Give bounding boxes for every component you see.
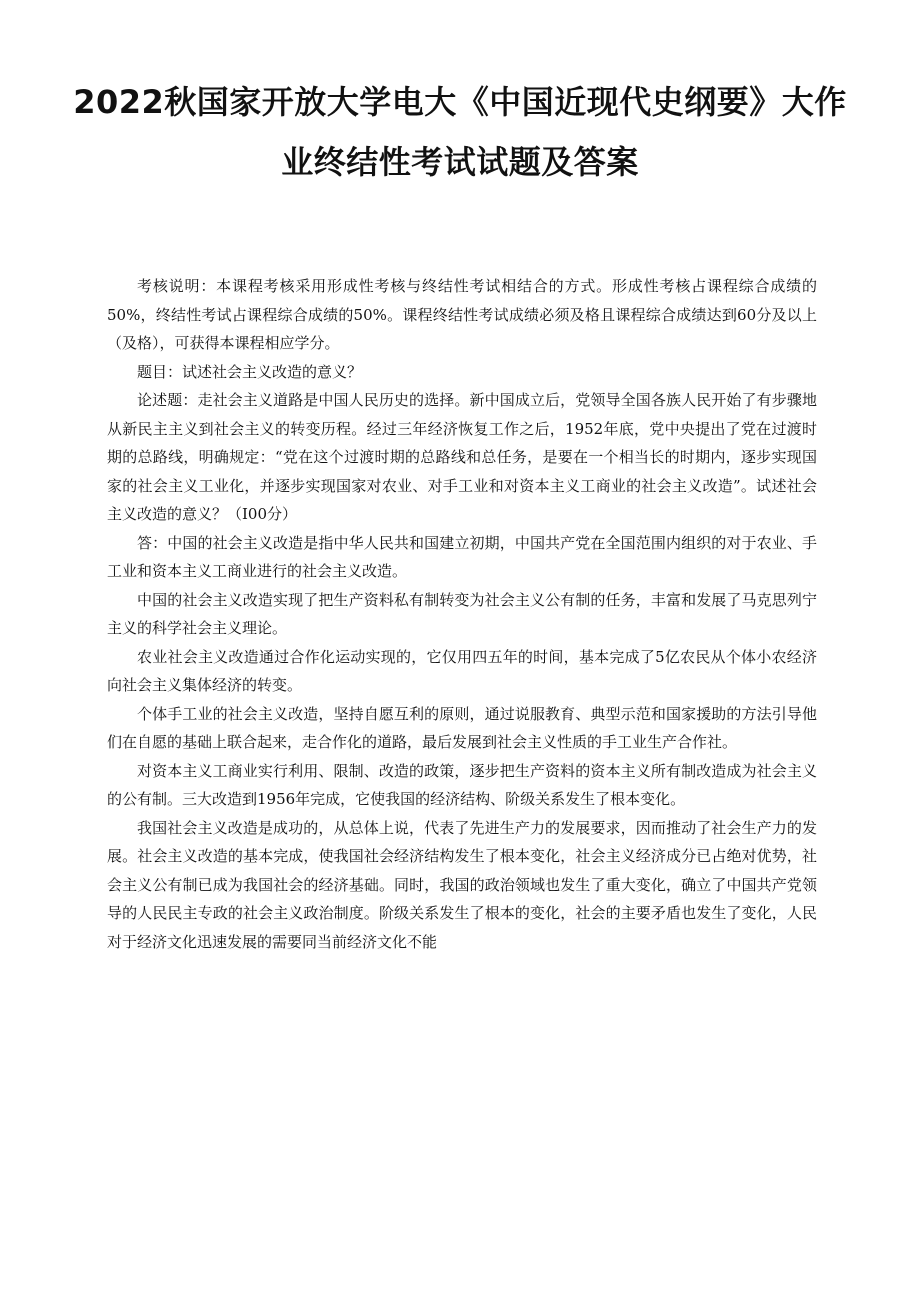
answer-paragraph: 中国的社会主义改造实现了把生产资料私有制转变为社会主义公有制的任务，丰富和发展了马克思列宁主义的科学社会主义理论。 [107,590,817,637]
document-title: 2022秋国家开放大学电大《中国近现代史纲要》大作业终结性考试试题及答案 [73,83,847,181]
document-body [107,272,817,956]
essay-prompt-paragraph: 论述题：走社会主义道路是中国人民历史的选择。新中国成立后，党领导全国各族人民开始了有步骤地从新民主主义到社会主义的转变历程。经过三年经济恢复工作之后，1952年底，党中央提出了党在过渡时期的总路线，明确规定：“党在这个过渡时期的总路线和总任务，是要在一个相当长的时期内，逐步实现国家的社会主义工业化，并逐步实现国家对农业、对手工业和对资本主义工商业的社会主义改造”。试述社会主义改造的意义？（I00分） [107,391,817,523]
question-paragraph: 题目：试述社会主义改造的意义？ [137,362,363,381]
exam-note-paragraph: 考核说明：本课程考核采用形成性考核与终结性考试相结合的方式。形成性考核占课程综合成绩的50%，终结性考试占课程综合成绩的50%。课程终结性考试成绩必须及格且课程综合成绩达到60分及以上（及格），可获得本课程相应学分。 [107,277,817,352]
answer-paragraph: 农业社会主义改造通过合作化运动实现的，它仅用四五年的时间，基本完成了5亿农民从个体小农经济向社会主义集体经济的转变。 [107,647,817,694]
answer-intro-paragraph: 答：中国的社会主义改造是指中华人民共和国建立初期，中国共产党在全国范围内组织的对于农业、手工业和资本主义工商业进行的社会主义改造。 [107,533,817,580]
answer-paragraph: 个体手工业的社会主义改造，坚持自愿互利的原则，通过说服教育、典型示范和国家援助的方法引导他们在自愿的基础上联合起来，走合作化的道路，最后发展到社会主义性质的手工业生产合作社。 [107,704,817,751]
answer-paragraph: 我国社会主义改造是成功的，从总体上说，代表了先进生产力的发展要求，因而推动了社会生产力的发展。社会主义改造的基本完成，使我国社会经济结构发生了根本变化，社会主义经济成分已占绝对优势，社会主义公有制已成为我国社会的经济基础。同时，我国的政治领域也发生了重大变化，确立了中国共产党领导的人民民主专政的社会主义政治制度。阶级关系发生了根本的变化，社会的主要矛盾也发生了变化，人民对于经济文化迅速发展的需要同当前经济文化不能 [107,818,817,951]
answer-paragraph: 对资本主义工商业实行利用、限制、改造的政策，逐步把生产资料的资本主义所有制改造成为社会主义的公有制。三大改造到1956年完成，它使我国的经济结构、阶级关系发生了根本变化。 [107,761,817,808]
